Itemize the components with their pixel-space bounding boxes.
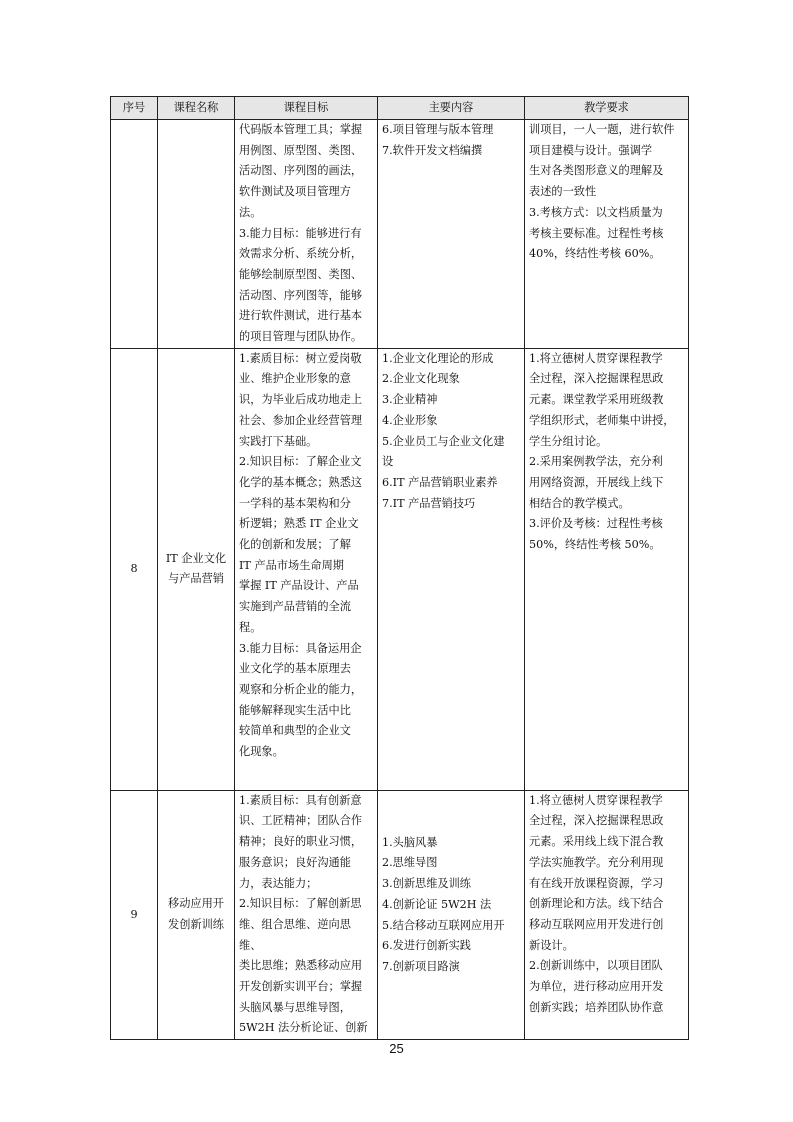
cell-number-line: 8 — [130, 561, 138, 575]
cell-course-goals-line: 头脑风暴与思维导图， — [239, 1000, 351, 1014]
cell-teaching-requirements — [525, 348, 689, 790]
cell-course-goals-line: IT 产品市场生命周期 — [239, 558, 344, 572]
cell-main-content-line: 2.企业文化现象 — [382, 372, 460, 386]
cell-course-goals-line: 的项目管理与团队协作。 — [239, 330, 363, 344]
cell-teaching-requirements-line: 训项目，一人一题，进行软件 — [529, 123, 675, 136]
cell-course-goals-line: 较简单和典型的企业文 — [239, 724, 351, 738]
cell-course-goals-line: 精神；良好的职业习惯， — [239, 835, 363, 849]
cell-course-goals-line: 能够绘制原型图、类图、 — [239, 267, 363, 281]
cell-main-content-line: 6.IT 产品营销职业素养 — [382, 475, 498, 489]
cell-main-content-line: 5.企业员工与企业文化建 — [382, 434, 505, 448]
cell-course-goals-line: 一学科的基本架构和分 — [239, 496, 351, 510]
cell-course-goals-line: 识，为毕业后成功地走上 — [239, 393, 363, 407]
cell-course-goals-line: 实践打下基础。 — [239, 434, 318, 448]
cell-course-name-line: 移动应用开 — [168, 897, 224, 911]
cell-course-goals-line: 用例图、原型图、类图、 — [239, 143, 363, 157]
cell-course-goals-line: 进行软件测试，进行基本 — [239, 309, 363, 323]
cell-teaching-requirements-line: 3.考核方式：以文档质量为 — [529, 205, 663, 219]
cell-course-goals-line: 实施到产品营销的全流 — [239, 600, 351, 614]
cell-teaching-requirements-line: 有在线开放课程资源，学习 — [529, 876, 664, 890]
cell-course-goals-line: 5W2H 法分析论证、创新 — [239, 1021, 368, 1035]
header-course-name: 课程名称 — [158, 97, 235, 120]
header-course-goals: 课程目标 — [235, 97, 378, 120]
cell-course-name — [158, 348, 235, 790]
cell-main-content-line: 1.企业文化理论的形成 — [382, 351, 494, 365]
cell-course-goals-line: 2.知识目标：了解企业文 — [239, 455, 362, 469]
course-table — [110, 96, 689, 1040]
cell-course-goals-line: 效需求分析、系统分析， — [239, 247, 363, 261]
cell-teaching-requirements-line: 40%，终结性考核 60%。 — [529, 247, 661, 261]
cell-main-content-line: 4.创新论证 5W2H 法 — [382, 897, 492, 911]
cell-course-name — [158, 790, 235, 1039]
cell-course-goals-line: 业文化学的基本原理去 — [239, 662, 351, 676]
cell-course-name-line: 与产品营销 — [168, 572, 224, 586]
cell-course-goals-line: 程。 — [239, 620, 262, 634]
cell-main-content — [378, 348, 525, 790]
cell-teaching-requirements-line: 创新实践；培养团队协作意 — [529, 1000, 664, 1014]
cell-course-goals-line: 力，表达能力； — [239, 876, 318, 890]
cell-teaching-requirements-line: 创新理论和方法。线下结合 — [529, 897, 664, 911]
cell-teaching-requirements-line: 相结合的教学模式。 — [529, 496, 630, 510]
cell-number — [111, 348, 158, 790]
cell-teaching-requirements-line: 为单位，进行移动应用开发 — [529, 980, 664, 994]
cell-teaching-requirements-line: 3.评价及考核：过程性考核 — [529, 517, 663, 531]
cell-main-content-line: 设 — [382, 455, 394, 469]
cell-course-goals-line: 能够解释现实生活中比 — [239, 703, 351, 717]
cell-course-goals — [235, 348, 378, 790]
cell-main-content — [378, 790, 525, 1039]
cell-course-name-line: IT 企业文化 — [165, 551, 227, 565]
cell-course-goals-line: 3.能力目标：能够进行有 — [239, 226, 362, 240]
cell-main-content-line: 7.IT 产品营销技巧 — [382, 496, 476, 510]
cell-teaching-requirements-line: 50%，终结性考核 50%。 — [529, 538, 661, 552]
cell-course-goals-line: 化学的基本概念；熟悉这 — [239, 475, 363, 489]
cell-teaching-requirements-line: 元素。采用线上线下混合教 — [529, 835, 664, 849]
header-teaching-requirements: 教学要求 — [525, 97, 689, 120]
cell-teaching-requirements-line: 学法实施教学。充分利用现 — [529, 855, 664, 869]
cell-course-goals-line: 维、组合思维、逆向思维、 — [239, 917, 351, 952]
cell-course-goals — [235, 120, 378, 349]
cell-course-goals-line: 观察和分析企业的能力， — [239, 682, 363, 696]
cell-main-content-line: 5.结合移动互联网应用开 — [382, 918, 505, 932]
cell-course-name — [158, 120, 235, 349]
cell-teaching-requirements-line: 移动互联网应用开发进行创 — [529, 917, 664, 931]
cell-main-content-line: 3.创新思维及训练 — [382, 877, 471, 891]
cell-teaching-requirements — [525, 120, 689, 349]
cell-number-line: 9 — [130, 907, 138, 921]
cell-course-goals-line: 软件测试及项目管理方 — [239, 185, 351, 199]
cell-teaching-requirements-line: 2.创新训练中，以项目团队 — [529, 959, 663, 973]
cell-main-content-line: 2.思维导图 — [382, 856, 438, 870]
header-number: 序号 — [111, 97, 158, 120]
table-row — [111, 120, 689, 349]
table-header-row — [111, 97, 689, 120]
cell-number — [111, 790, 158, 1039]
cell-course-goals-line: 法。 — [239, 205, 262, 219]
cell-course-goals-line: 社会、参加企业经营管理 — [239, 413, 363, 427]
header-main-content: 主要内容 — [378, 97, 525, 120]
cell-course-goals-line: 识、工匠精神；团队合作 — [239, 814, 363, 828]
cell-teaching-requirements-line: 学生分组讨论。 — [529, 434, 608, 448]
table-row — [111, 348, 689, 790]
cell-teaching-requirements-line: 全过程，深入挖掘课程思政 — [529, 814, 664, 828]
cell-course-goals — [235, 790, 378, 1039]
cell-course-goals-line: 服务意识；良好沟通能 — [239, 855, 351, 869]
cell-course-goals-line: 化的创新和发展；了解 — [239, 538, 351, 552]
cell-teaching-requirements-line: 项目建模与设计。强调学 — [529, 143, 653, 157]
cell-course-goals-line: 1.素质目标：具有创新意 — [239, 793, 362, 807]
table-row — [111, 790, 689, 1039]
cell-teaching-requirements-line: 全过程，深入挖掘课程思政 — [529, 372, 664, 386]
cell-course-name-line: 发创新训练 — [168, 917, 224, 931]
cell-teaching-requirements-line: 2.采用案例教学法，充分利 — [529, 455, 663, 469]
cell-main-content-line: 6.项目管理与版本管理 — [382, 123, 494, 136]
cell-teaching-requirements — [525, 790, 689, 1039]
cell-course-goals-line: 3.能力目标：具备运用企 — [239, 641, 362, 655]
cell-main-content-line: 1.头脑风暴 — [382, 835, 438, 849]
cell-teaching-requirements-line: 元素。课堂教学采用班级教 — [529, 393, 664, 407]
cell-course-goals-line: 代码版本管理工具；掌握 — [239, 123, 363, 136]
cell-teaching-requirements-line: 考核主要标准。过程性考核 — [529, 226, 664, 240]
cell-teaching-requirements-line: 生对各类图形意义的理解及 — [529, 164, 664, 178]
cell-course-goals-line: 掌握 IT 产品设计、产品 — [239, 579, 359, 593]
cell-course-goals-line: 开发创新实训平台；掌握 — [239, 980, 363, 994]
cell-teaching-requirements-line: 1.将立德树人贯穿课程教学 — [529, 351, 663, 365]
cell-course-goals-line: 类比思维；熟悉移动应用 — [239, 959, 363, 973]
cell-course-goals-line: 业、维护企业形象的意 — [239, 372, 351, 386]
cell-main-content-line: 7.软件开发文档编撰 — [382, 143, 483, 157]
cell-main-content-line: 6.发进行创新实践 — [382, 939, 471, 953]
cell-course-goals-line: 1.素质目标：树立爱岗敬 — [239, 351, 362, 365]
cell-teaching-requirements-line: 学组织形式，老师集中讲授， — [529, 413, 675, 427]
page-number: 25 — [389, 1041, 404, 1056]
cell-course-goals-line: 活动图、序列图等，能够 — [239, 288, 363, 302]
cell-teaching-requirements-line: 表述的一致性 — [529, 185, 597, 199]
cell-main-content-line: 4.企业形象 — [382, 413, 438, 427]
cell-course-goals-line: 2.知识目标：了解创新思 — [239, 897, 362, 911]
cell-main-content-line: 7.创新项目路演 — [382, 959, 460, 973]
cell-course-goals-line: 析逻辑；熟悉 IT 企业文 — [239, 517, 359, 531]
cell-main-content — [378, 120, 525, 349]
cell-teaching-requirements-line: 新设计。 — [529, 938, 574, 952]
cell-teaching-requirements-line: 1.将立德树人贯穿课程教学 — [529, 793, 663, 807]
cell-number — [111, 120, 158, 349]
cell-course-goals-line: 活动图、序列图的画法， — [239, 164, 363, 178]
table-body — [111, 120, 689, 1040]
cell-teaching-requirements-line: 用网络资源，开展线上线下 — [529, 475, 664, 489]
cell-main-content-line: 3.企业精神 — [382, 393, 438, 407]
cell-course-goals-line: 化现象。 — [239, 745, 284, 759]
